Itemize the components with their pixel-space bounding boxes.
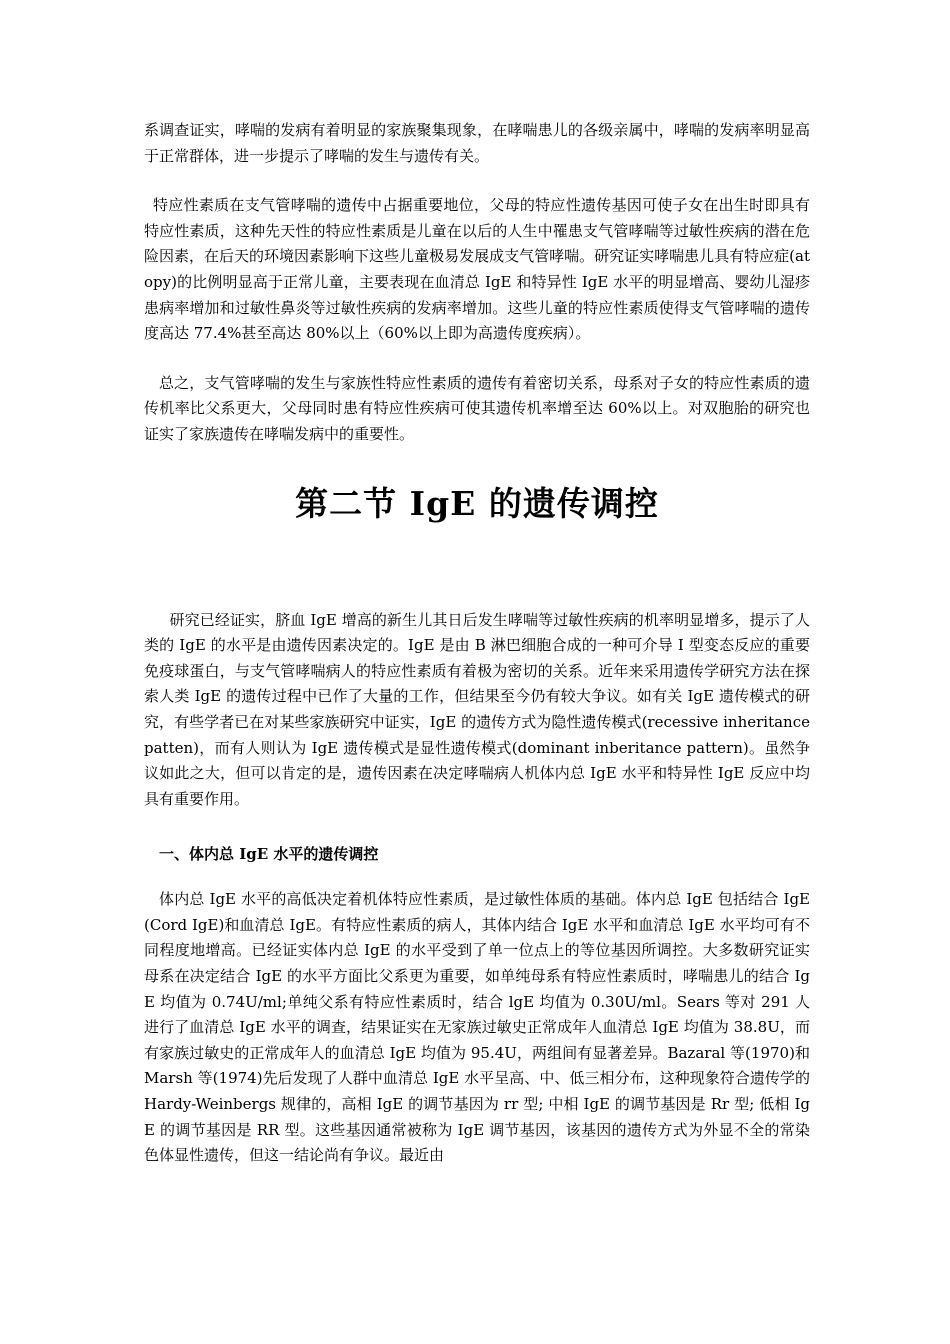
paragraph-ige-research: 研究已经证实，脐血 IgE 增高的新生儿其日后发生哮喘等过敏性疾病的机率明显增多，提示了人类的 IgE 的水平是由遗传因素决定的。IgE 是由 B 淋巴细胞合成的一种可介导 I 型变态反应的重要免疫球蛋白，与支气管哮喘病人的特应性素质有着极为密切的关系。近年来采用遗传学研究方法在探索人类 IgE 的遗传过程中已作了大量的工作，但结果至今仍有较大争议。如有关 IgE 遗传模式的研究，有些学者已在对某些家族研究中证实，IgE 的遗传方式为隐性遗传模式(recessive inheritance patten)，而有人则认为 IgE 遗传模式是显性遗传模式(dominant inberitance pattern)。虽然争议如此之大，但可以肯定的是，遗传因素在决定哮喘病人机体内总 IgE 水平和特异性 IgE 反应中均具有重要作用。 [144,610,810,808]
document-page [144,118,810,1169]
paragraph-family-aggregation: 系调查证实，哮喘的发病有着明显的家族聚集现象，在哮喘患儿的各级亲属中，哮喘的发病率明显高于正常群体，进一步提示了哮喘的发生与遗传有关。 [144,121,810,165]
subsection-heading: 一、体内总 IgE 水平的遗传调控 [159,845,379,864]
section-title: 第二节 IgE 的遗传调控 [295,483,659,523]
paragraph-atopy: 特应性素质在支气管哮喘的遗传中占据重要地位，父母的特应性遗传基因可使子女在出生时即具有特应性素质，这种先天性的特应性素质是儿童在以后的人生中罹患支气管哮喘等过敏性疾病的潜在危险因素，在后天的环境因素影响下这些儿童极易发展成支气管哮喘。研究证实哮喘患儿具有特应症(atopy)的比例明显高于正常儿童，主要表现在血清总 IgE 和特异性 IgE 水平的明显增高、婴幼儿湿疹患病率增加和过敏性鼻炎等过敏性疾病的发病率增加。这些儿童的特应性素质使得支气管哮喘的遗传度高达 77.4%甚至高达 80%以上（60%以上即为高遗传度疾病）。 [144,196,810,343]
paragraph-summary: 总之，支气管哮喘的发生与家族性特应性素质的遗传有着密切关系，母系对子女的特应性素质的遗传机率比父系更大，父母同时患有特应性疾病可使其遗传机率增至达 60%以上。对双胞胎的研究也证实了家族遗传在哮喘发病中的重要性。 [144,373,810,443]
paragraph-total-ige: 体内总 IgE 水平的高低决定着机体特应性素质，是过敏性体质的基础。体内总 IgE 包括结合 IgE (Cord IgE)和血清总 IgE。有特应性素质的病人，其体内结合 IgE 水平和血清总 IgE 水平均可有不同程度地增高。已经证实体内总 IgE 的水平受到了单一位点上的等位基因所调控。大多数研究证实母系在决定结合 IgE 的水平方面比父系更为重要，如单纯母系有特应性素质时，哮喘患儿的结合 IgE 均值为 0.74U/ml;单纯父系有特应性素质时，结合 lgE 均值为 0.30U/ml。Sears 等对 291 人进行了血清总 IgE 水平的调查，结果证实在无家族过敏史正常成年人血清总 IgE 均值为 38.8U，而有家族过敏史的正常成年人的血清总 IgE 均值为 95.4U，两组间有显著差异。Bazaral 等(1970)和 Marsh 等(1974)先后发现了人群中血清总 IgE 水平呈高、中、低三相分布，这种现象符合遗传学的 Hardy-Weinbergs 规律的，高相 IgE 的调节基因为 rr 型; 中相 IgE 的调节基因是 Rr 型; 低相 IgE 的调节基因是 RR 型。这些基因通常被称为 IgE 调节基因，该基因的遗传方式为外显不全的常染色体显性遗传，但这一结论尚有争议。最近由 [144,890,810,1165]
